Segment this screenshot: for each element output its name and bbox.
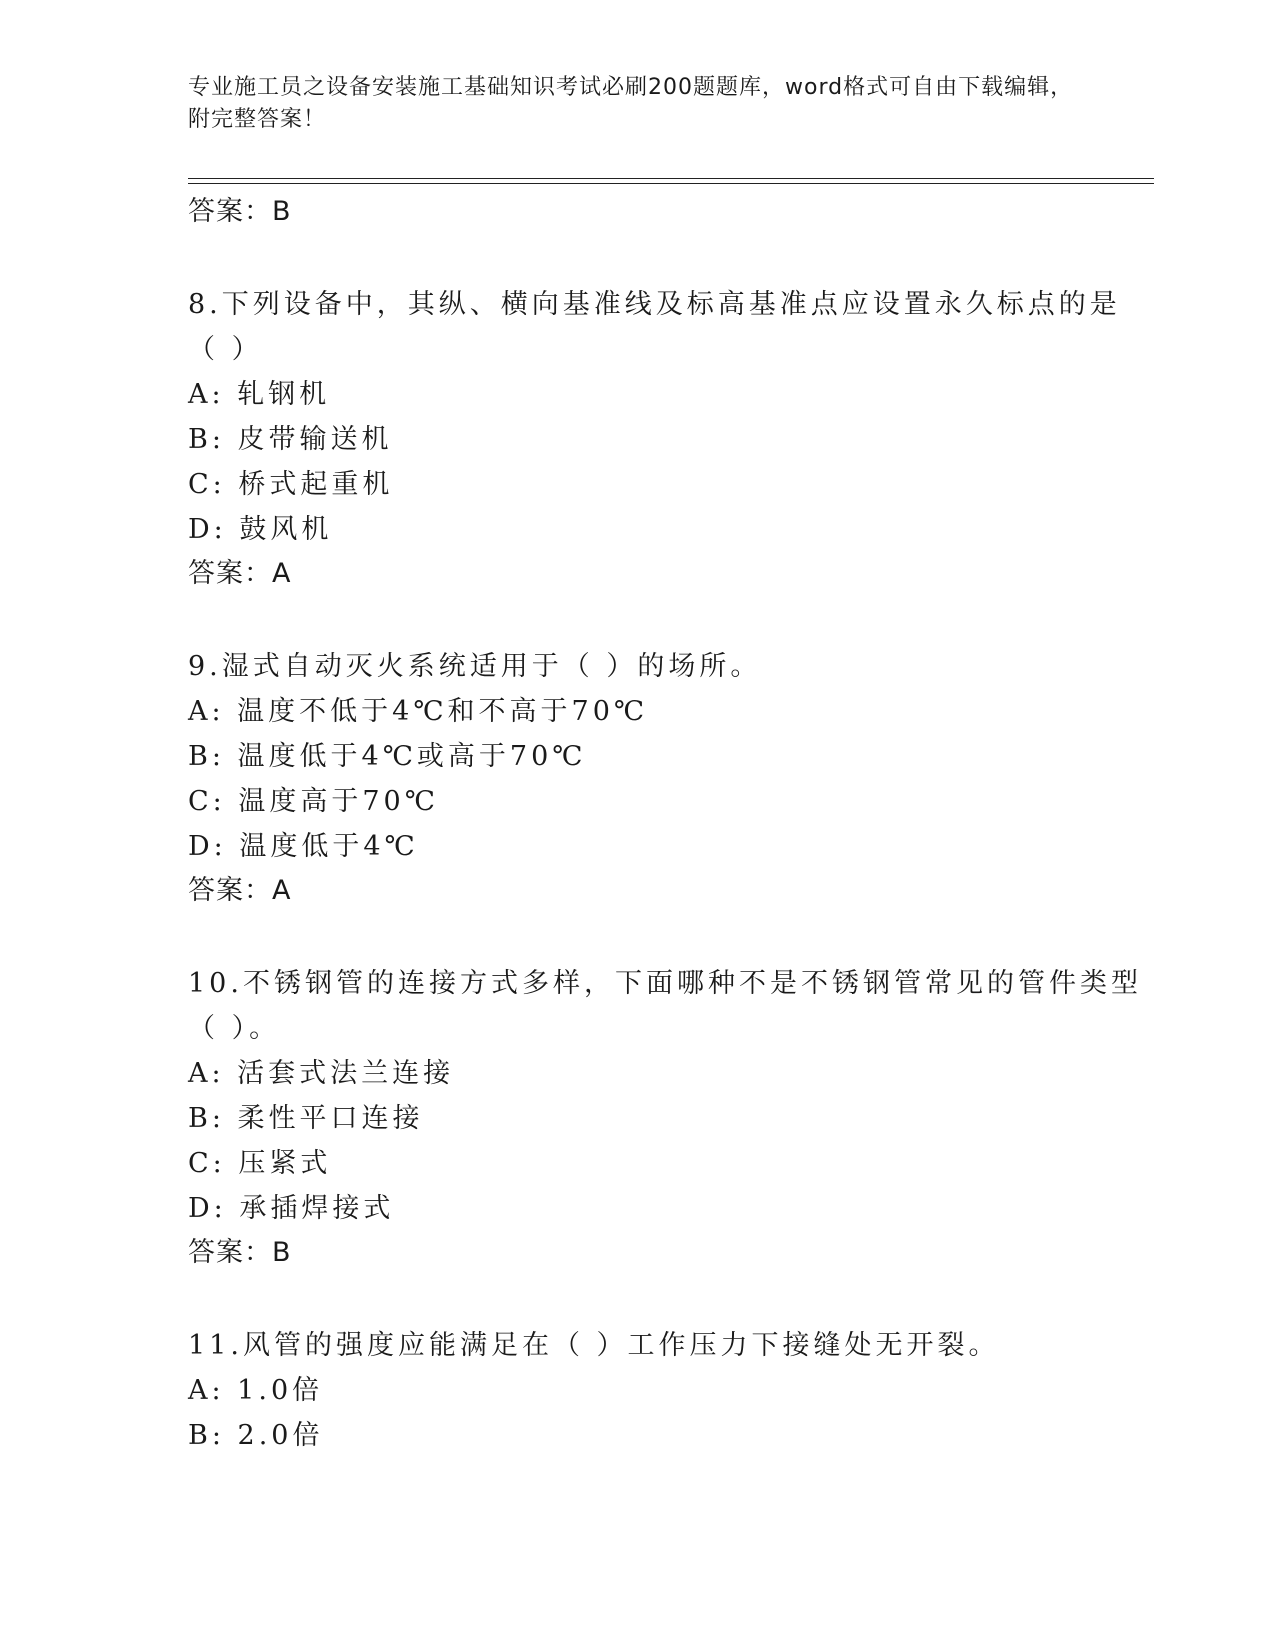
option-d: D: 承插焊接式 (188, 1193, 395, 1224)
question-text: 8.下列设备中，其纵、横向基准线及标高基准点应设置永久标点的是（ ） (188, 289, 1121, 365)
question-text: 10.不锈钢管的连接方式多样，下面哪种不是不锈钢管常见的管件类型（ ）。 (188, 968, 1142, 1044)
option-a: A: 1.0倍 (188, 1375, 324, 1406)
option-b: B: 皮带输送机 (188, 424, 393, 455)
option-c: C: 桥式起重机 (188, 469, 394, 500)
previous-answer: 答案：B (188, 196, 292, 227)
option-a: A: 轧钢机 (188, 379, 331, 410)
option-d: D: 鼓风机 (188, 514, 333, 545)
option-c: C: 压紧式 (188, 1148, 332, 1179)
option-d: D: 温度低于4℃ (188, 831, 419, 862)
answer: 答案：A (188, 558, 292, 589)
answer: 答案：B (188, 1237, 292, 1268)
document-header: 专业施工员之设备安装施工基础知识考试必刷200题题库，word格式可自由下载编辑，附完整答案！ (188, 75, 1074, 132)
option-b: B: 2.0倍 (188, 1420, 324, 1451)
question-11 (188, 1323, 1148, 1458)
option-c: C: 温度高于70℃ (188, 786, 439, 817)
question-9 (188, 644, 1148, 913)
option-a: A: 温度不低于4℃和不高于70℃ (188, 696, 649, 727)
header-divider-bottom (188, 183, 1154, 184)
question-10 (188, 961, 1148, 1275)
option-a: A: 活套式法兰连接 (188, 1058, 455, 1089)
option-b: B: 柔性平口连接 (188, 1103, 424, 1134)
answer: 答案：A (188, 875, 292, 906)
question-8 (188, 282, 1148, 596)
question-text: 9.湿式自动灭火系统适用于（ ）的场所。 (188, 651, 762, 682)
question-list (188, 190, 1148, 1458)
header-divider-top (188, 178, 1154, 179)
option-b: B: 温度低于4℃或高于70℃ (188, 741, 587, 772)
question-text: 11.风管的强度应能满足在（ ）工作压力下接缝处无开裂。 (188, 1330, 1000, 1361)
